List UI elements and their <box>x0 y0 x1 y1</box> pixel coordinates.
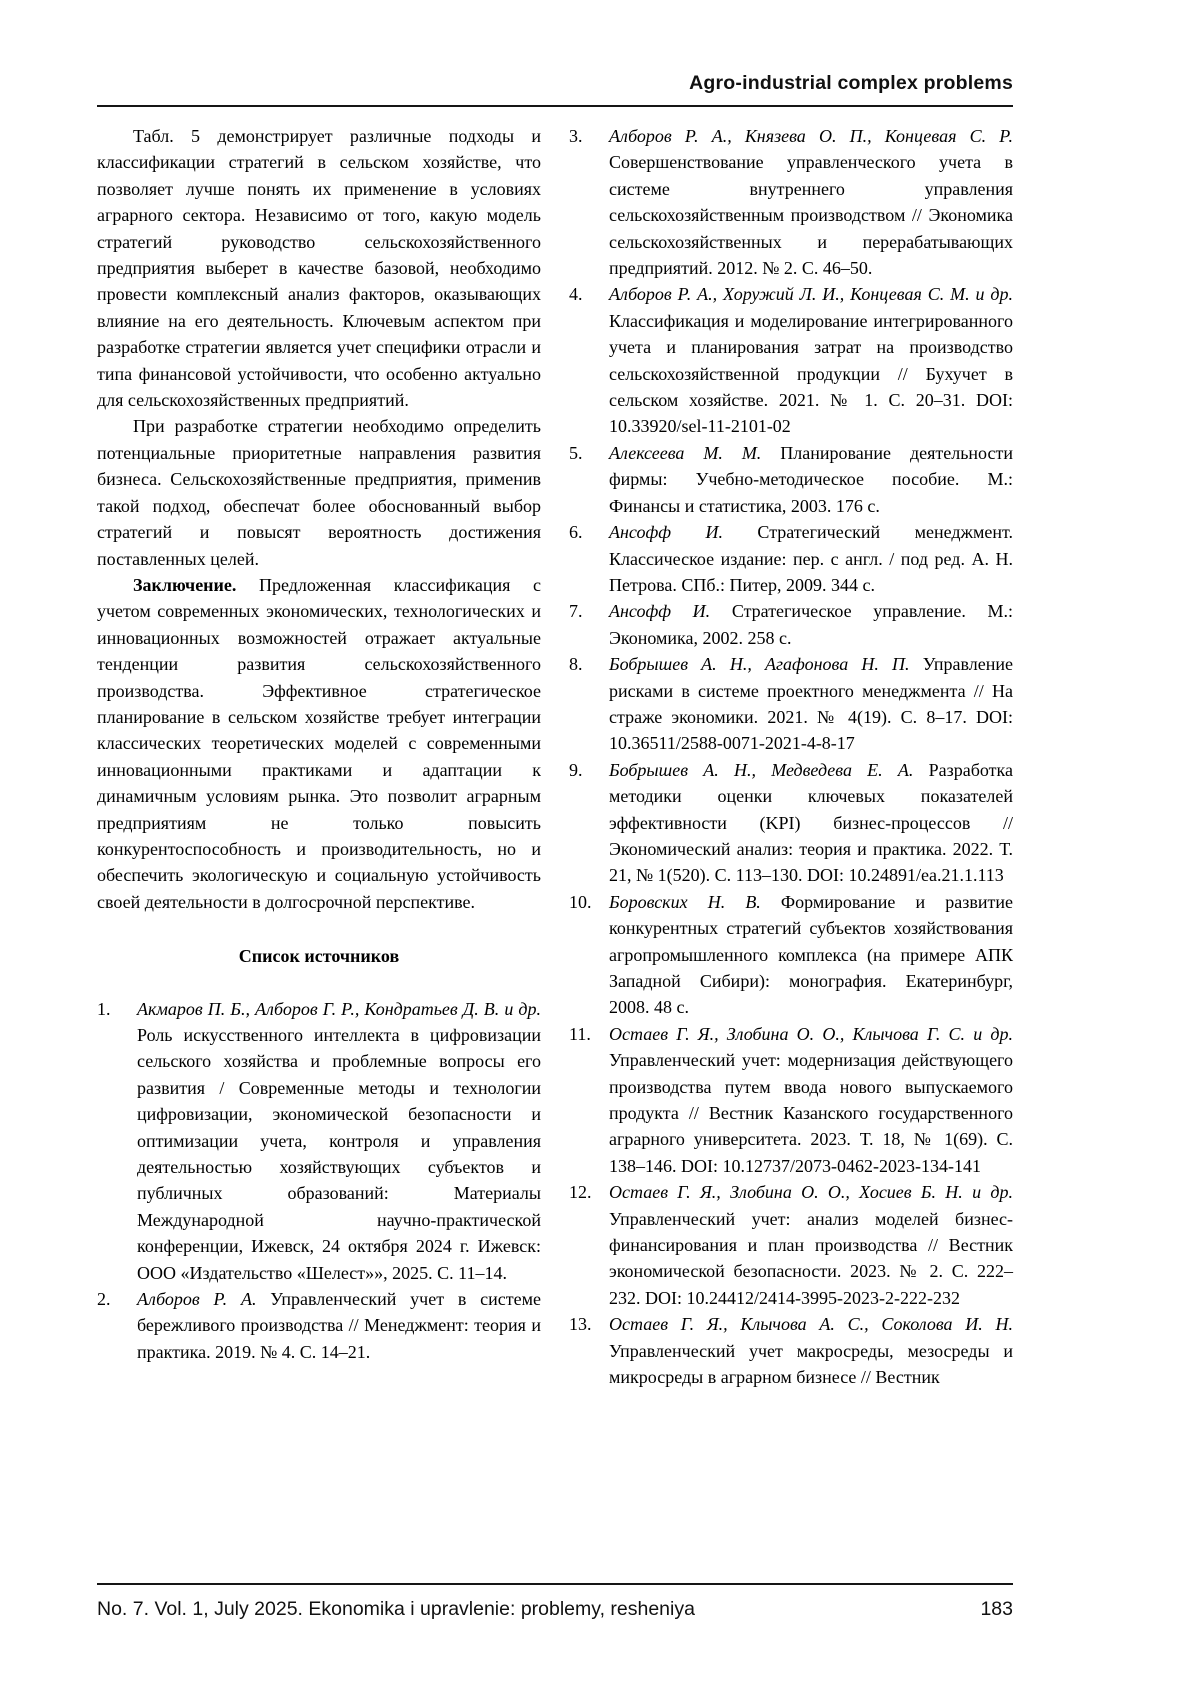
reference-list-left <box>97 996 541 1366</box>
reference-number: 6. <box>569 522 583 543</box>
reference-number: 12. <box>569 1182 592 1203</box>
reference-authors: Бобрышев А. Н., Агафонова Н. П. <box>609 654 910 675</box>
page-footer <box>97 1583 1013 1621</box>
reference-number: 4. <box>569 284 583 305</box>
reference-text: Управленческий учет: анализ моделей бизнес-финансирования и план производства // Вестник экономической безопасности. 2023. № 2. С. 222–232. DOI: 10.24412/2414-3995-2023-2-222-232 <box>609 1208 1013 1308</box>
reference-text: Стратегическое управление. М.: Экономика, 2002. 258 с. <box>609 601 1013 648</box>
paragraph-text: Предложенная классификация с учетом современных экономических, технологических и инновационных возможностей отражает актуальные тенденции развития сельскохозяйственного производства. Эффективное стратегическое планирование в сельском хозяйстве требует интеграции классических теоретических моделей с современными инновационными практиками и адаптации к динамичным условиям рынка. Это позволит аграрным предприятиям не только повысить конкурентоспособность и производительность, но и обеспечить экологическую и социальную устойчивость своей деятельности в долгосрочной перспективе. <box>97 574 541 912</box>
reference-number: 3. <box>569 126 583 146</box>
reference-number: 5. <box>569 442 583 463</box>
reference-item <box>569 757 1013 889</box>
paragraph-lead: Заключение. <box>133 574 237 595</box>
running-head: Agro-industrial complex problems <box>689 72 1013 94</box>
footer-rule <box>97 1583 1013 1585</box>
reference-text: Управленческий учет: модернизация действующего производства путем ввода нового выпускаемого продукта // Вестник Казанского государственного аграрного университета. 2023. Т. 18, № 1(69). С. 138–146. DOI: 10.12737/2073-0462-2023-134-141 <box>609 1050 1013 1176</box>
footer-row <box>97 1598 1013 1621</box>
reference-authors: Алборов Р. А., Хоружий Л. И., Концевая С. М. и др. <box>609 284 1013 305</box>
reference-text: Роль искусственного интеллекта в цифровизации сельского хозяйства и проблемные вопросы его развития / Современные методы и технологии цифровизации, экономической безопасности и оптимизации учета, контроля и управления деятельностью хозяйствующих субъектов и публичных образований: Материалы Международной научно-практической конференции, Ижевск, 24 октября 2024 г. Ижевск: ООО «Издательство «Шелест»», 2025. С. 11–14. <box>137 1025 541 1283</box>
reference-item <box>569 519 1013 598</box>
reference-text: Классификация и моделирование интегрированного учета и планирования затрат на производство сельскохозяйственной продукции // Бухучет в сельском хозяйстве. 2021. № 1. С. 20–31. DOI: 10.33920/sel-11-2101-02 <box>609 310 1013 437</box>
reference-authors: Алборов Р. А. <box>137 1289 257 1310</box>
reference-item <box>97 1286 541 1365</box>
reference-text: Управление рисками в системе проектного менеджмента // На страже экономики. 2021. № 4(19). С. 8–17. DOI: 10.36511/2588-0071-2021-4-8-17 <box>609 654 1013 754</box>
reference-item <box>97 996 541 1286</box>
reference-item <box>569 1021 1013 1179</box>
reference-number: 9. <box>569 759 583 780</box>
sources-heading: Список источников <box>238 946 400 967</box>
reference-item <box>569 889 1013 1021</box>
right-column <box>569 123 1013 1391</box>
reference-text: Планирование деятельности фирмы: Учебно-методическое пособие. М.: Финансы и статистика, 2003. 176 с. <box>609 442 1013 516</box>
reference-authors: Бобрышев А. Н., Медведева Е. А. <box>609 759 914 780</box>
reference-item <box>569 598 1013 651</box>
journal-issue-line: No. 7. Vol. 1, July 2025. Ekonomika i upravlenie: problemy, resheniya <box>97 1598 695 1620</box>
left-column <box>97 123 541 1391</box>
reference-text: Стратегический менеджмент. Классическое издание: пер. с англ. / под ред. А. Н. Петрова. СПб.: Питер, 2009. 344 с. <box>609 522 1014 595</box>
reference-number: 8. <box>569 654 583 675</box>
page-body <box>97 123 1013 1391</box>
reference-text: Управленческий учет в системе бережливого производства // Менеджмент: теория и практика. 2019. № 4. С. 14–21. <box>137 1289 541 1362</box>
reference-item <box>569 123 1013 281</box>
reference-number: 7. <box>569 601 583 622</box>
reference-authors: Остаев Г. Я., Клычова А. С., Соколова И. Н. <box>609 1314 1013 1335</box>
reference-item <box>569 281 1013 439</box>
paragraph <box>97 123 541 413</box>
reference-authors: Акмаров П. Б., Алборов Г. Р., Кондратьев Д. В. и др. <box>137 998 541 1019</box>
reference-number: 1. <box>97 998 111 1019</box>
reference-authors: Боровских Н. В. <box>609 891 761 912</box>
reference-text: Разработка методики оценки ключевых показателей эффективности (KPI) бизнес-процессов // Экономический анализ: теория и практика. 2022. Т. 21, № 1(520). С. 113–130. DOI: 10.24891/ea.21.1.113 <box>609 759 1013 886</box>
reference-authors: Алексеева М. М. <box>609 442 762 463</box>
reference-number: 10. <box>569 891 592 912</box>
page-content <box>97 72 1013 1391</box>
page-number: 183 <box>980 1598 1013 1620</box>
reference-text: Совершенствование управленческого учета в системе внутреннего управления сельскохозяйственным производством // Экономика сельскохозяйственных и перерабатывающих предприятий. 2012. № 2. С. 46–50. <box>609 152 1013 279</box>
reference-authors: Ансофф И. <box>609 522 723 543</box>
reference-authors: Алборов Р. А., Князева О. П., Концевая С. Р. <box>609 126 1013 146</box>
reference-authors: Остаев Г. Я., Злобина О. О., Клычова Г. С. и др. <box>609 1023 1013 1044</box>
reference-number: 11. <box>569 1023 591 1044</box>
header-rule <box>97 105 1013 107</box>
reference-list-right <box>569 123 1013 1391</box>
reference-number: 13. <box>569 1314 592 1335</box>
reference-number: 2. <box>97 1289 111 1310</box>
paragraph <box>97 413 541 571</box>
reference-item <box>569 1179 1013 1311</box>
reference-text: Формирование и развитие конкурентных стратегий субъектов хозяйствования агропромышленного комплекса (на примере АПК Западной Сибири): монография. Екатеринбург, 2008. 48 с. <box>609 891 1013 1018</box>
reference-item <box>569 440 1013 519</box>
reference-item <box>569 651 1013 757</box>
reference-authors: Остаев Г. Я., Злобина О. О., Хосиев Б. Н. и др. <box>609 1182 1013 1203</box>
paragraph <box>97 572 541 915</box>
reference-item <box>569 1311 1013 1390</box>
paragraph-text: При разработке стратегии необходимо определить потенциальные приоритетные направления развития бизнеса. Сельскохозяйственные предприятия, применив такой подход, обеспечат более обоснованный выбор стратегий и повысят вероятность достижения поставленных целей. <box>97 416 541 569</box>
reference-text: Управленческий учет макросреды, мезосреды и микросреды в аграрном бизнесе // Вестник <box>609 1340 1013 1388</box>
reference-authors: Ансофф И. <box>609 601 711 622</box>
paragraph-text: Табл. 5 демонстрирует различные подходы и классификации стратегий в сельском хозяйстве, что позволяет лучше понять их применение в условиях аграрного сектора. Независимо от того, какую модель стратегий руководство сельскохозяйственного предприятия выберет в качестве базовой, необходимо провести комплексный анализ факторов, оказывающих влияние на его деятельность. Ключевым аспектом при разработке стратегии является учет специфики отрасли и типа финансовой устойчивости, что особенно актуально для сельскохозяйственных предприятий. <box>97 126 541 411</box>
